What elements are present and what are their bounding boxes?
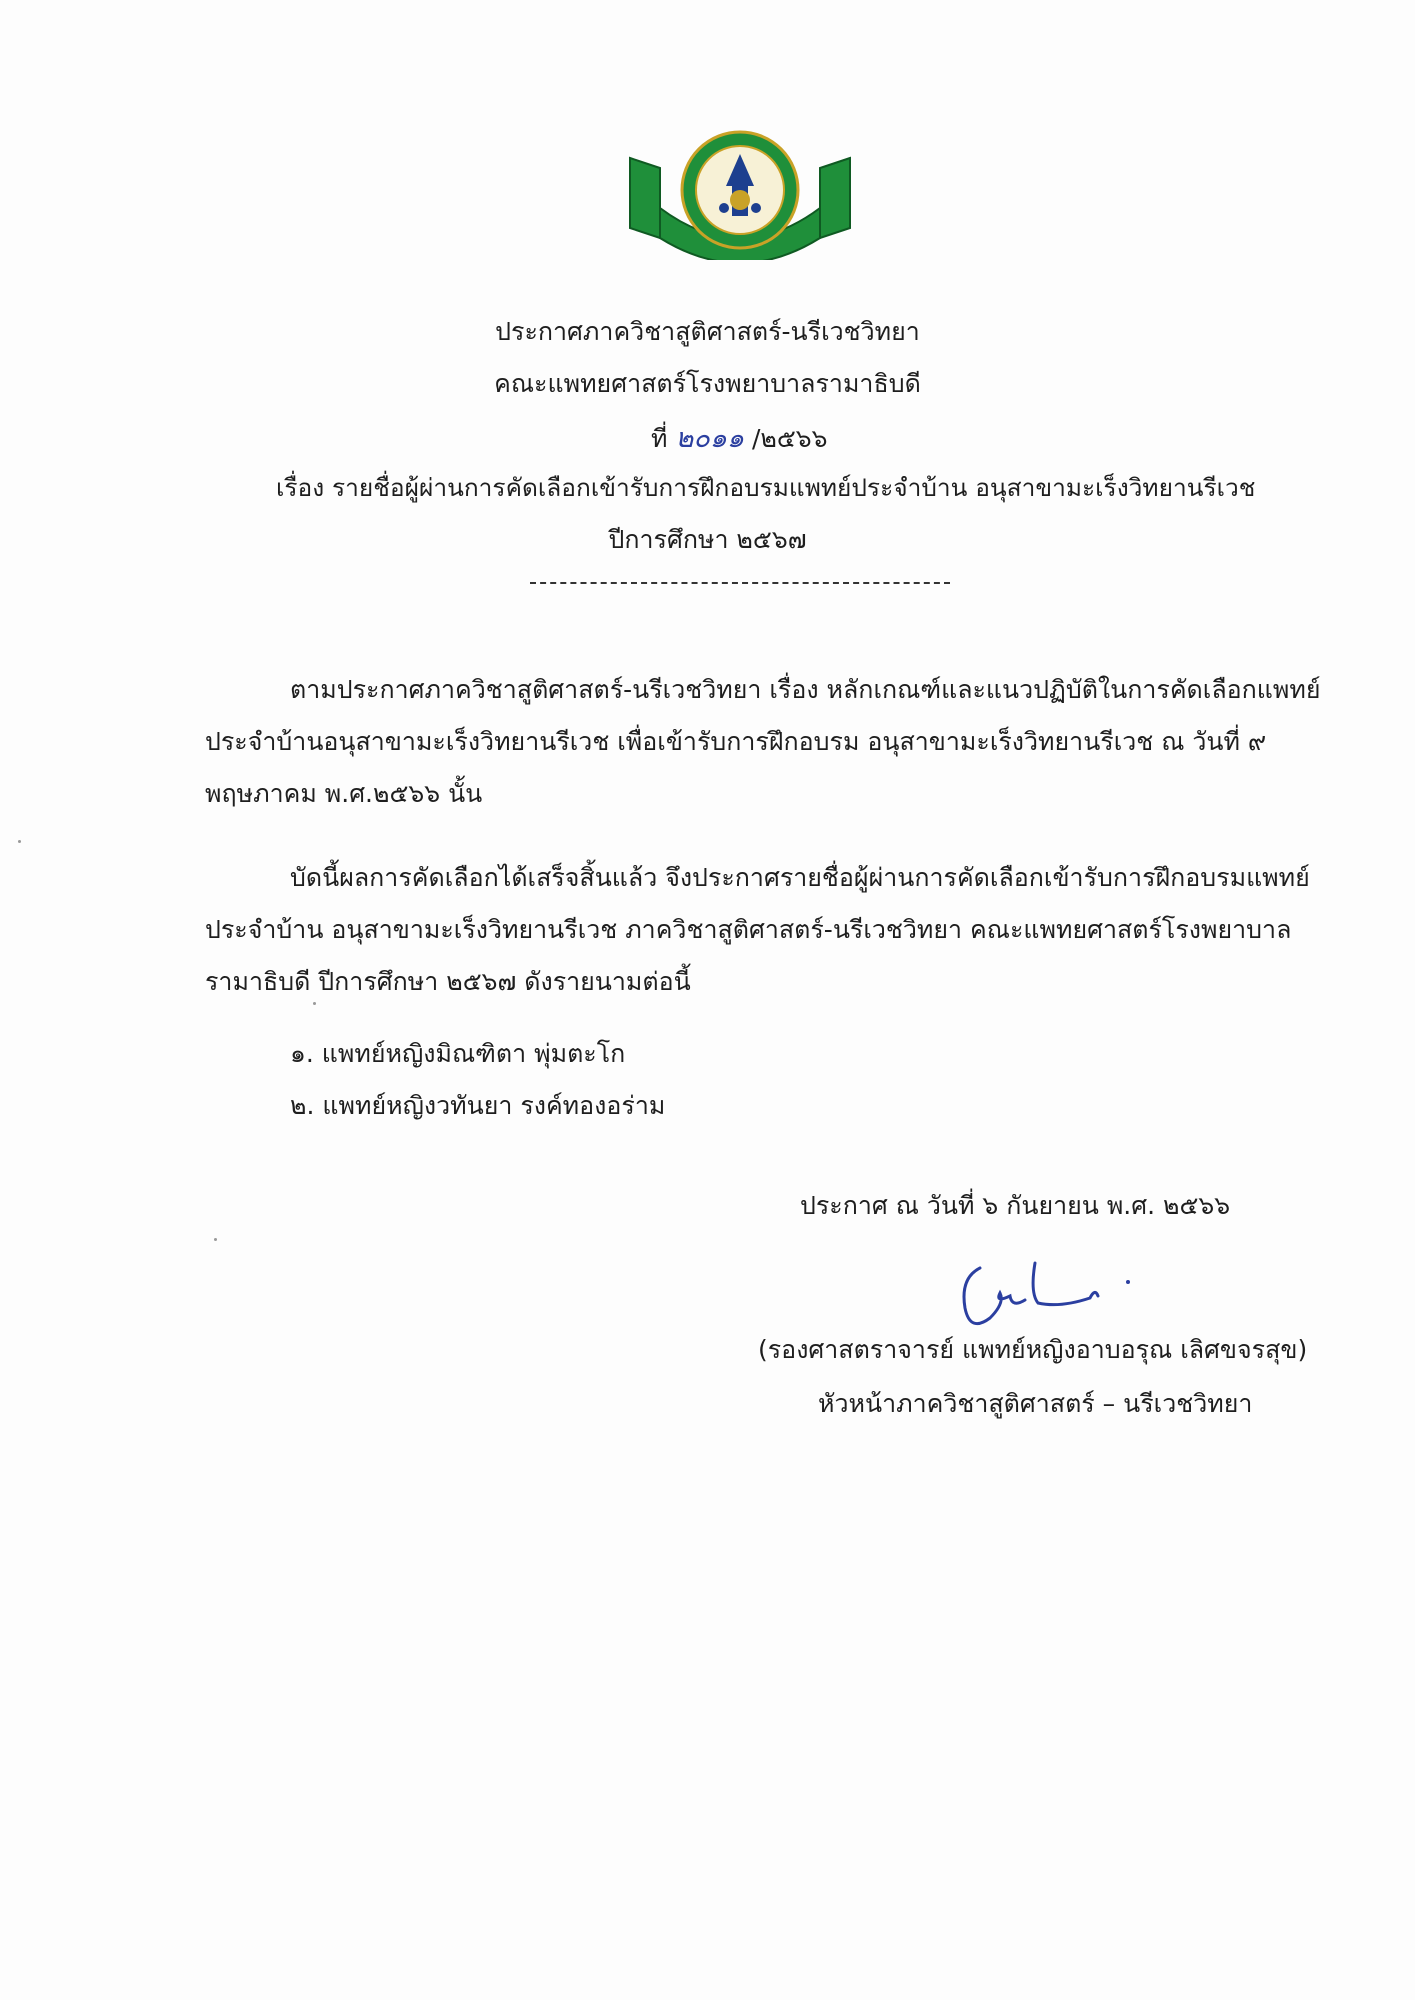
paragraph-2-line-2: ประจำบ้าน อนุสาขามะเร็งวิทยานรีเวช ภาควิชาสูติศาสตร์-นรีเวชวิทยา คณะแพทยศาสตร์โรงพยาบาล bbox=[205, 915, 1292, 944]
list-item: ๒. แพทย์หญิงวทันยา รงค์ทองอร่าม bbox=[290, 1091, 666, 1120]
announcement-title: ประกาศภาควิชาสูติศาสตร์-นรีเวชวิทยา bbox=[495, 317, 920, 346]
signer-name: (รองศาสตราจารย์ แพทย์หญิงอาบอรุณ เลิศขจรสุข) bbox=[758, 1335, 1308, 1364]
subject-line: เรื่อง รายชื่อผู้ผ่านการคัดเลือกเข้ารับการฝึกอบรมแพทย์ประจำบ้าน อนุสาขามะเร็งวิทยานรีเวช bbox=[276, 473, 1256, 502]
paragraph-1-line-3: พฤษภาคม พ.ศ.๒๕๖๖ นั้น bbox=[205, 779, 483, 808]
document-number-label: ที่ bbox=[651, 424, 668, 453]
paragraph-1-line-2: ประจำบ้านอนุสาขามะเร็งวิทยานรีเวช เพื่อเข้ารับการฝึกอบรม อนุสาขามะเร็งวิทยานรีเวช ณ วันที่ ๙ bbox=[205, 727, 1267, 756]
document-number bbox=[651, 416, 828, 459]
paragraph-2-line-1: บัดนี้ผลการคัดเลือกได้เสร็จสิ้นแล้ว จึงประกาศรายชื่อผู้ผ่านการคัดเลือกเข้ารับการฝึกอบรมแพทย์ bbox=[290, 863, 1310, 892]
separator-line bbox=[530, 582, 950, 584]
scan-speck bbox=[313, 1002, 316, 1005]
signer-position: หัวหน้าภาควิชาสูติศาสตร์ – นรีเวชวิทยา bbox=[818, 1389, 1253, 1418]
academic-year: ปีการศึกษา ๒๕๖๗ bbox=[608, 525, 807, 554]
document-number-year: /๒๕๖๖ bbox=[751, 424, 828, 453]
signature-image bbox=[950, 1248, 1150, 1338]
paragraph-1-line-1: ตามประกาศภาควิชาสูติศาสตร์-นรีเวชวิทยา เรื่อง หลักเกณฑ์และแนวปฏิบัติในการคัดเลือกแพทย์ bbox=[290, 675, 1321, 704]
scan-speck bbox=[18, 840, 21, 843]
faculty-emblem-logo bbox=[620, 128, 860, 260]
list-item: ๑. แพทย์หญิงมิณฑิตา พุ่มตะโก bbox=[290, 1039, 626, 1068]
scan-speck bbox=[214, 1238, 217, 1241]
announcement-date: ประกาศ ณ วันที่ ๖ กันยายน พ.ศ. ๒๕๖๖ bbox=[800, 1191, 1231, 1220]
paragraph-2-line-3: รามาธิบดี ปีการศึกษา ๒๕๖๗ ดังรายนามต่อนี้ bbox=[205, 967, 691, 996]
document-number-handwritten: ๒๐๑๑ bbox=[675, 423, 744, 454]
faculty-name: คณะแพทยศาสตร์โรงพยาบาลรามาธิบดี bbox=[494, 369, 921, 398]
